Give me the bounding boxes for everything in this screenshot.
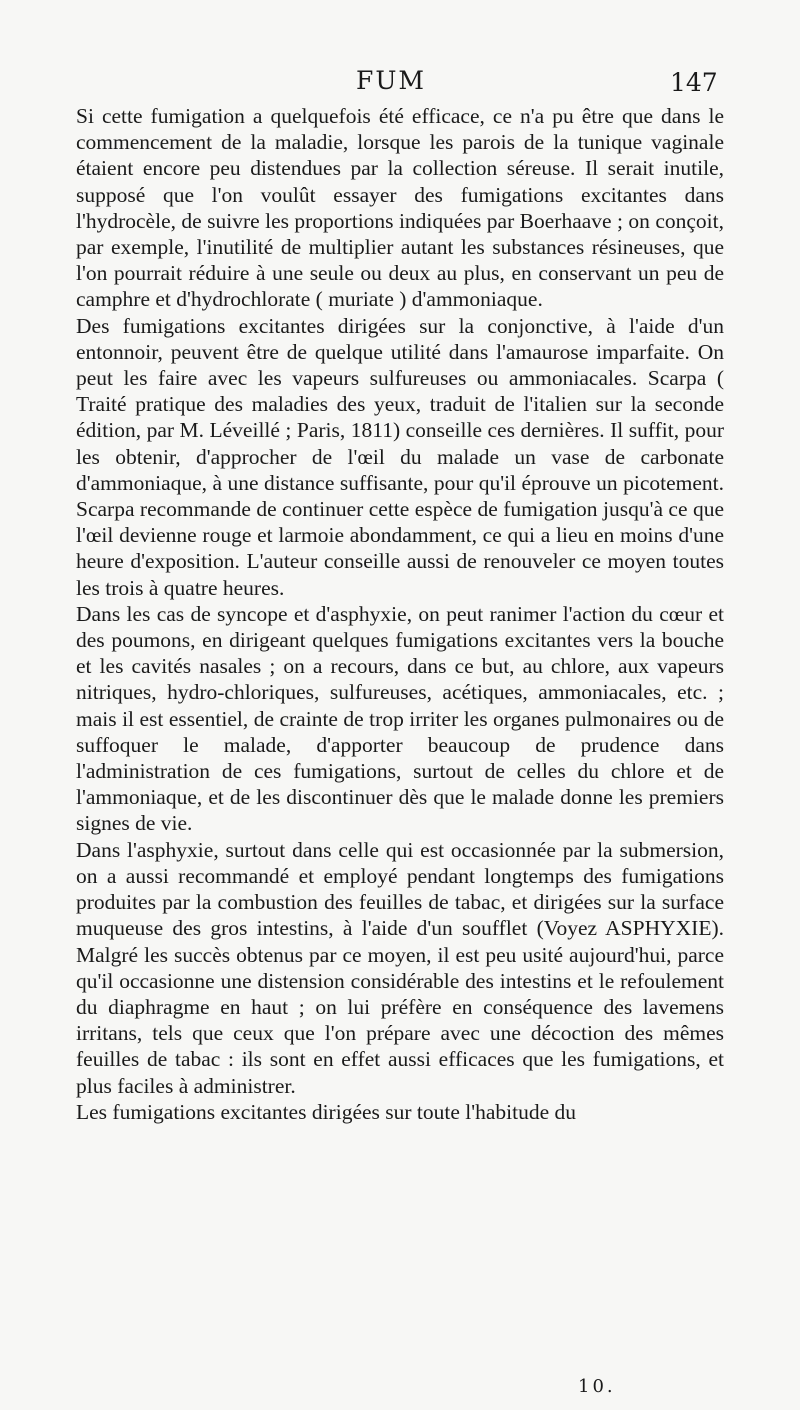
body-text	[76, 103, 724, 1125]
paragraph-hydrocele: Si cette fumigation a quelquefois été efficace, ce n'a pu être que dans le commencement de la maladie, lorsque les parois de la tunique vaginale étaient encore peu distendues par la collection séreuse. Il serait inutile, supposé que l'on voulût essayer des fumigations excitantes dans l'hydrocèle, de suivre les proportions indiquées par Boerhaave ; on conçoit, par exemple, l'inutilité de multiplier autant les substances résineuses, que l'on pourrait réduire à une seule ou deux au plus, en conservant un peu de camphre et d'hydrochlorate ( muriate ) d'ammoniaque.	[76, 104, 724, 312]
paragraph-syncope: Dans les cas de syncope et d'asphyxie, on peut ranimer l'action du cœur et des poumons, en dirigeant quelques fumigations excitantes vers la bouche et les cavités nasales ; on a recours, dans ce but, au chlore, aux vapeurs nitriques, hydro-chloriques, sulfureuses, acétiques, ammoniacales, etc. ; mais il est essentiel, de crainte de trop irriter les organes pulmonaires ou de suffoquer le malade, d'apporter beaucoup de prudence dans l'administration de ces fumigations, surtout de celles du chlore et de l'ammoniaque, et de les discontinuer dès que le malade donne les premiers signes de vie.	[76, 601, 724, 836]
page-number: 147	[670, 68, 718, 97]
paragraph-habitude: Les fumigations excitantes dirigées sur toute l'habitude du	[76, 1099, 577, 1124]
running-head	[0, 66, 800, 102]
running-title: FUM	[356, 66, 427, 95]
paragraph-conjonctive: Des fumigations excitantes dirigées sur la conjonctive, à l'aide d'un entonnoir, peuvent être de quelque utilité dans l'amaurose imparfaite. On peut les faire avec les vapeurs sulfureuses ou ammoniacales. Scarpa ( Traité pratique des maladies des yeux, traduit de l'italien sur la seconde édition, par M. Léveillé ; Paris, 1811) conseille ces dernières. Il suffit, pour les obtenir, d'approcher de l'œil du malade un vase de carbonate d'ammoniaque, à une distance suffisante, pour qu'il éprouve un picotement. Scarpa recommande de continuer cette espèce de fumigation jusqu'à ce que l'œil devienne rouge et larmoie abondamment, ce qui a lieu en moins d'une heure d'exposition. L'auteur conseille aussi de renouveler ce moyen toutes les trois à quatre heures.	[76, 313, 724, 600]
signature-mark: 10.	[578, 1376, 616, 1397]
paragraph-asphyxie: Dans l'asphyxie, surtout dans celle qui est occasionnée par la submersion, on a aussi recommandé et employé pendant longtemps des fumigations produites par la combustion des feuilles de tabac, et dirigées sur la surface muqueuse des gros intestins, à l'aide d'un soufflet (Voyez ASPHYXIE). Malgré les succès obtenus par ce moyen, il est peu usité aujourd'hui, parce qu'il occasionne une distension considérable des intestins et le refoulement du diaphragme en haut ; on lui préfère en conséquence des lavemens irritans, tels que ceux que l'on prépare avec une décoction des mêmes feuilles de tabac : ils sont en effet aussi efficaces que les fumigations, et plus faciles à administrer.	[76, 837, 724, 1098]
